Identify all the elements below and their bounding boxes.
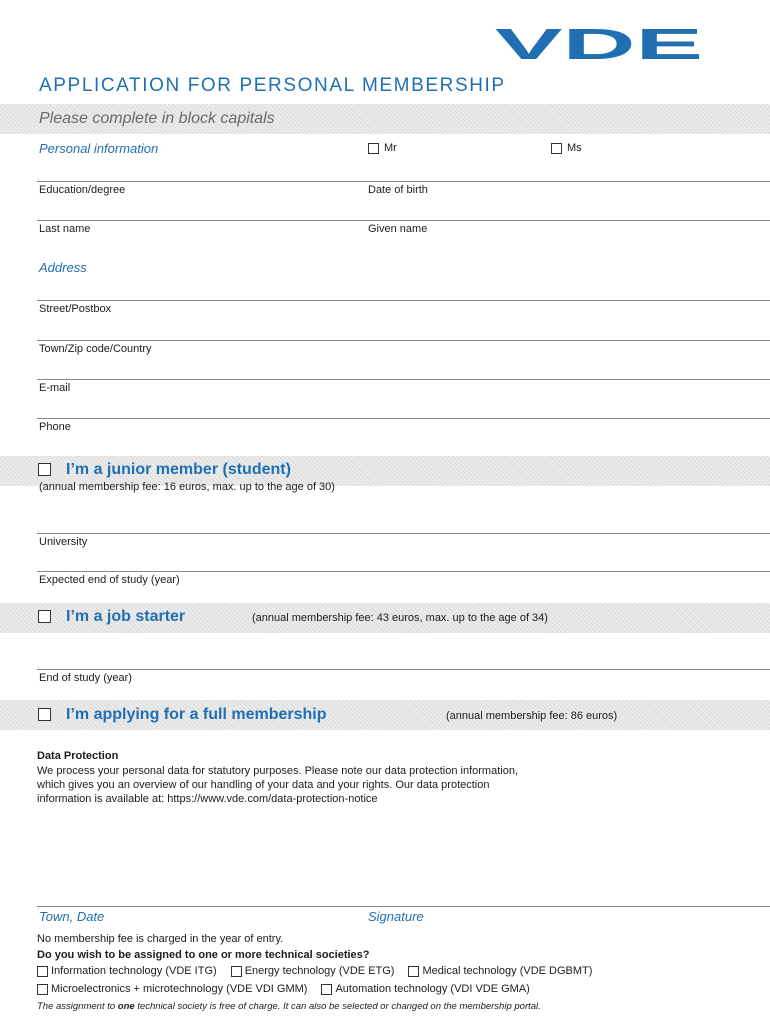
society-dgbmt[interactable] [408,965,592,977]
town-date-label: Town, Date [39,909,105,924]
phone-label: Phone [39,421,71,433]
expected-end-label: Expected end of study (year) [39,574,180,586]
education-label: Education/degree [39,184,126,196]
assignment-note [37,1001,541,1012]
svg-text:VDE: VDE [495,25,703,63]
email-label: E-mail [39,382,71,394]
societies-row-2 [37,983,530,995]
address-line-1 [37,300,770,301]
address-line-4 [37,418,770,419]
page-title: APPLICATION FOR PERSONAL MEMBERSHIP [39,75,506,96]
personal-line-2 [37,220,770,221]
full-checkbox[interactable] [38,708,51,721]
society-gma-checkbox[interactable] [321,984,332,995]
societies-row-1 [37,965,592,977]
society-itg-checkbox[interactable] [37,966,48,977]
starter-fee: (annual membership fee: 43 euros, max. up to the age of 34) [252,612,548,624]
mr-checkbox[interactable] [368,143,379,154]
assignment-note-pre: The assignment to [37,1001,118,1012]
personal-info-heading: Personal information [39,141,159,156]
assignment-note-bold: one [117,1001,135,1012]
dob-label: Date of birth [368,184,428,196]
junior-checkbox[interactable] [38,463,51,476]
instruction-text: Please complete in block capitals [39,110,275,127]
last-name-label: Last name [39,223,91,235]
address-heading: Address [39,260,87,275]
junior-line-1 [37,533,770,534]
society-dgbmt-checkbox[interactable] [408,966,419,977]
society-gma[interactable] [321,983,529,995]
data-protection-text [37,764,737,806]
society-etg-checkbox[interactable] [231,966,242,977]
data-protection-line-1: We process your personal data for statutory purposes. Please note our data protection information, [37,765,519,777]
mr-label: Mr [384,142,397,154]
ms-checkbox[interactable] [551,143,562,154]
full-heading: I’m applying for a full membership [66,706,327,723]
society-gmm-checkbox[interactable] [37,984,48,995]
society-dgbmt-label: Medical technology (VDE DGBMT) [422,965,593,977]
given-name-label: Given name [368,223,428,235]
end-of-study-label: End of study (year) [39,672,132,684]
society-itg-label: Information technology (VDE ITG) [51,965,217,977]
society-gmm-label: Microelectronics + microtechnology (VDE VDI GMM) [51,983,308,995]
society-itg[interactable] [37,965,217,977]
data-protection-title: Data Protection [37,750,119,762]
ms-label: Ms [567,142,582,154]
society-gma-label: Automation technology (VDI VDE GMA) [335,983,530,995]
starter-line [37,669,770,670]
vde-logo [493,25,705,63]
personal-line-1 [37,181,770,182]
society-etg[interactable] [231,965,395,977]
full-fee: (annual membership fee: 86 euros) [446,710,618,722]
junior-fee: (annual membership fee: 16 euros, max. up to the age of 30) [39,481,335,493]
technical-societies-question: Do you wish to be assigned to one or more technical societies? [37,949,370,961]
data-protection-line-3: information is available at: https://www.vde.com/data-protection-notice [37,793,378,805]
data-protection-line-2: which gives you an overview of our handling of your data and your rights. Our data protection [37,779,490,791]
street-label: Street/Postbox [39,303,112,315]
society-etg-label: Energy technology (VDE ETG) [244,965,395,977]
town-label: Town/Zip code/Country [39,343,152,355]
address-line-3 [37,379,770,380]
university-label: University [39,536,88,548]
no-fee-text: No membership fee is charged in the year of entry. [37,933,284,945]
junior-line-2 [37,571,770,572]
assignment-note-post: technical society is free of charge. It can also be selected or changed on the membership portal. [134,1001,541,1012]
address-line-2 [37,340,770,341]
junior-heading: I’m a junior member (student) [66,461,291,478]
society-gmm[interactable] [37,983,307,995]
starter-heading: I’m a job starter [66,608,186,625]
signature-label: Signature [368,909,424,924]
signature-line [37,906,770,907]
starter-checkbox[interactable] [38,610,51,623]
